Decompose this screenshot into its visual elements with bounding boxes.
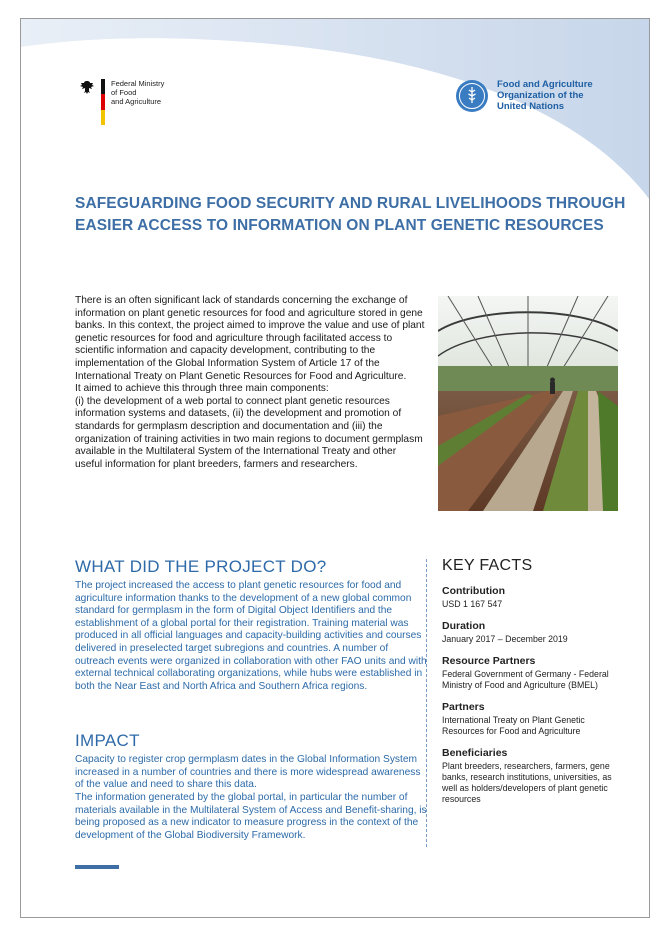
fact-label: Contribution [442, 585, 505, 597]
impact-heading: IMPACT [75, 731, 140, 750]
fact-beneficiaries [442, 747, 622, 805]
fact-value: USD 1 167 547 [442, 599, 503, 609]
factsheet-page [20, 18, 650, 918]
fact-value: Plant breeders, researchers, farmers, gene banks, research institutions, universities, as well as holders/developers of plant genetic resources [442, 761, 612, 804]
page-title: SAFEGUARDING FOOD SECURITY AND RURAL LIVELIHOODS THROUGH EASIER ACCESS TO INFORMATION ON PLANT GENETIC RESOURCES [75, 195, 626, 234]
fao-emblem-icon [455, 79, 489, 113]
fact-label: Duration [442, 620, 486, 632]
impact-accent-bar [75, 865, 119, 869]
intro-section [75, 295, 425, 471]
project-text: The project increased the access to plant genetic resources for food and agriculture information thanks to the development of a new global common standard for germplasm in the form of Digital Object Identifiers and the establishment of a global portal for their registration. Training material was produced in all official languages and capacity-building activities and courses delivered in preselected target subregions and countries. A number of outreach events were organized in collaboration with other FAO units and with external technical collaborating organizations, while hubs were established in both the Near East and North Africa and Southern Africa regions. [75, 580, 427, 692]
fact-value: International Treaty on Plant Genetic Resources for Food and Agriculture [442, 715, 585, 736]
fact-label: Resource Partners [442, 655, 536, 667]
fact-value: January 2017 – December 2019 [442, 634, 568, 644]
column-divider [426, 559, 427, 847]
intro-components: (i) the development of a web portal to connect plant genetic resources information systems and datasets, (ii) the development and promotion of standards for germplasm description and documentation and (iii) the organization of training activities in two main regions to document germplasm available in the Multilateral System of the International Treaty and other useful information for plant breeders, farmers and researchers. [75, 395, 423, 470]
bmel-name: Federal Ministry of Food and Agriculture [111, 79, 165, 106]
fact-value: Federal Government of Germany - Federal Ministry of Food and Agriculture (BMEL) [442, 669, 609, 690]
german-flag-bar [101, 79, 105, 125]
fact-duration [442, 620, 622, 645]
key-facts-panel [442, 557, 622, 815]
fact-resource-partners [442, 655, 622, 691]
fact-contribution [442, 585, 622, 610]
fact-partners [442, 701, 622, 737]
project-heading: WHAT DID THE PROJECT DO? [75, 557, 327, 576]
fact-label: Beneficiaries [442, 747, 508, 759]
fao-name: Food and Agriculture Organization of the United Nations [497, 79, 593, 112]
greenhouse-field-photo [438, 296, 618, 511]
intro-paragraph: There is an often significant lack of standards concerning the exchange of information on plant genetic resources for food and agriculture stored in gene banks. In this context, the project aimed to improve the value and use of plant genetic resources for food and agriculture through facilitated access to scientific information and capacity development, contributing to the implementation of the Global Information System of Article 17 of the International Treaty on Plant Genetic Resources for Food and Agriculture. [75, 295, 425, 382]
german-eagle-icon [79, 79, 95, 95]
bmel-logo [79, 79, 164, 125]
impact-text-2: The information generated by the global portal, in particular the number of materials available in the Multilateral System of Access and Benefit-sharing, is being proposed as a new indicator to measure progress in the context of the development of the Global Biodiversity Framework. [75, 792, 427, 841]
impact-text-1: Capacity to register crop germplasm dates in the Global Information System increased in a number of countries and there is more widespread awareness of the value and need to share this data. [75, 754, 421, 791]
fact-label: Partners [442, 701, 485, 713]
key-facts-heading: KEY FACTS [442, 557, 533, 574]
intro-components-lead: It aimed to achieve this through three main components: [75, 383, 329, 395]
fao-logo [455, 79, 593, 113]
